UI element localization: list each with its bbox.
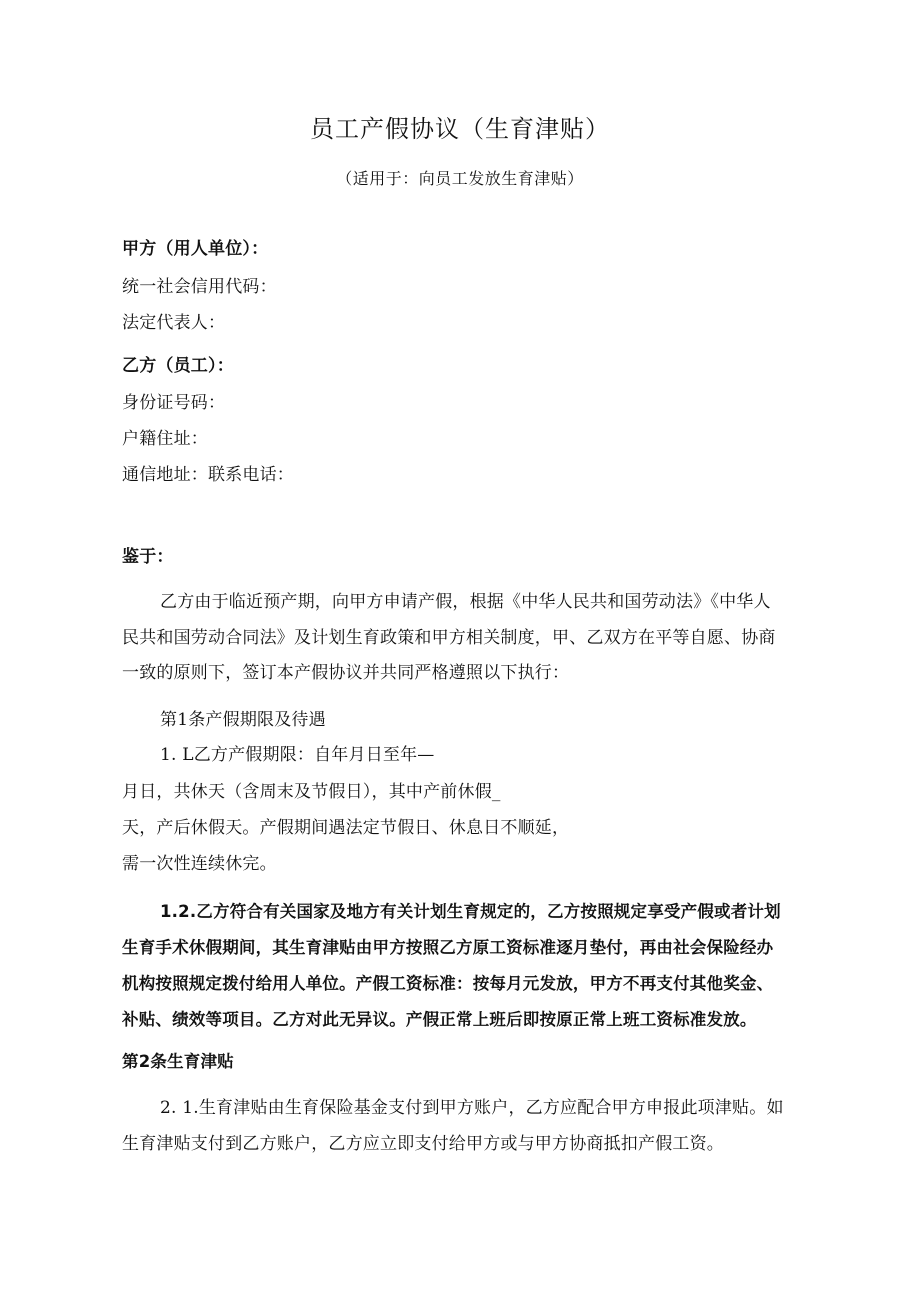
whereas-line: 民共和国劳动合同法》及计划生育政策和甲方相关制度，甲、乙双方在平等自愿、协商	[122, 628, 776, 648]
household-address-label: 户籍住址：	[122, 429, 208, 449]
page-title: 员工产假协议（生育津贴）	[310, 115, 610, 143]
article-2-heading: 第2条生育津贴	[122, 1052, 234, 1071]
clause-2-1-line: 2. 1.生育津贴由生育保险基金支付到甲方账户，乙方应配合甲方申报此项津贴。如	[160, 1098, 784, 1118]
clause-1-1-line: 月日，共休天（含周末及节假日），其中产前休假_	[122, 782, 501, 802]
whereas-heading: 鉴于：	[122, 547, 174, 567]
party-a-heading: 甲方（用人单位）：	[122, 239, 269, 259]
legal-rep-label: 法定代表人：	[122, 313, 226, 333]
contact-info-label: 通信地址：联系电话：	[122, 465, 294, 485]
id-number-label: 身份证号码：	[122, 393, 226, 413]
clause-2-1-line: 生育津贴支付到乙方账户，乙方应立即支付给甲方或与甲方协商抵扣产假工资。	[122, 1134, 724, 1154]
clause-1-2-line: 补贴、绩效等项目。乙方对此无异议。产假正常上班后即按原正常上班工资标准发放。	[122, 1010, 757, 1029]
clause-1-2-line: 机构按照规定拨付给用人单位。产假工资标准：按每月元发放，甲方不再支付其他奖金、	[122, 974, 774, 993]
clause-1-1-line: 1. L乙方产假期限：自年月日至年—	[160, 745, 435, 765]
party-b-heading: 乙方（员工）：	[122, 356, 234, 376]
whereas-line: 乙方由于临近预产期，向甲方申请产假，根据《中华人民共和国劳动法》《中华人	[160, 592, 771, 612]
clause-1-2-line: 1.2.乙方符合有关国家及地方有关计划生育规定的，乙方按照规定享受产假或者计划	[160, 902, 781, 921]
page-subtitle: （适用于：向员工发放生育津贴）	[336, 169, 584, 188]
clause-1-2-line: 生育手术休假期间，其生育津贴由甲方按照乙方原工资标准逐月垫付，再由社会保险经办	[122, 938, 774, 957]
whereas-line: 一致的原则下，签订本产假协议并共同严格遵照以下执行：	[122, 663, 570, 683]
article-1-heading: 第1条产假期限及待遇	[160, 710, 326, 730]
clause-1-1-line: 天，产后休假天。产假期间遇法定节假日、休息日不顺延，	[122, 818, 570, 838]
credit-code-label: 统一社会信用代码：	[122, 277, 277, 297]
clause-1-1-line: 需一次性连续休完。	[122, 854, 277, 874]
